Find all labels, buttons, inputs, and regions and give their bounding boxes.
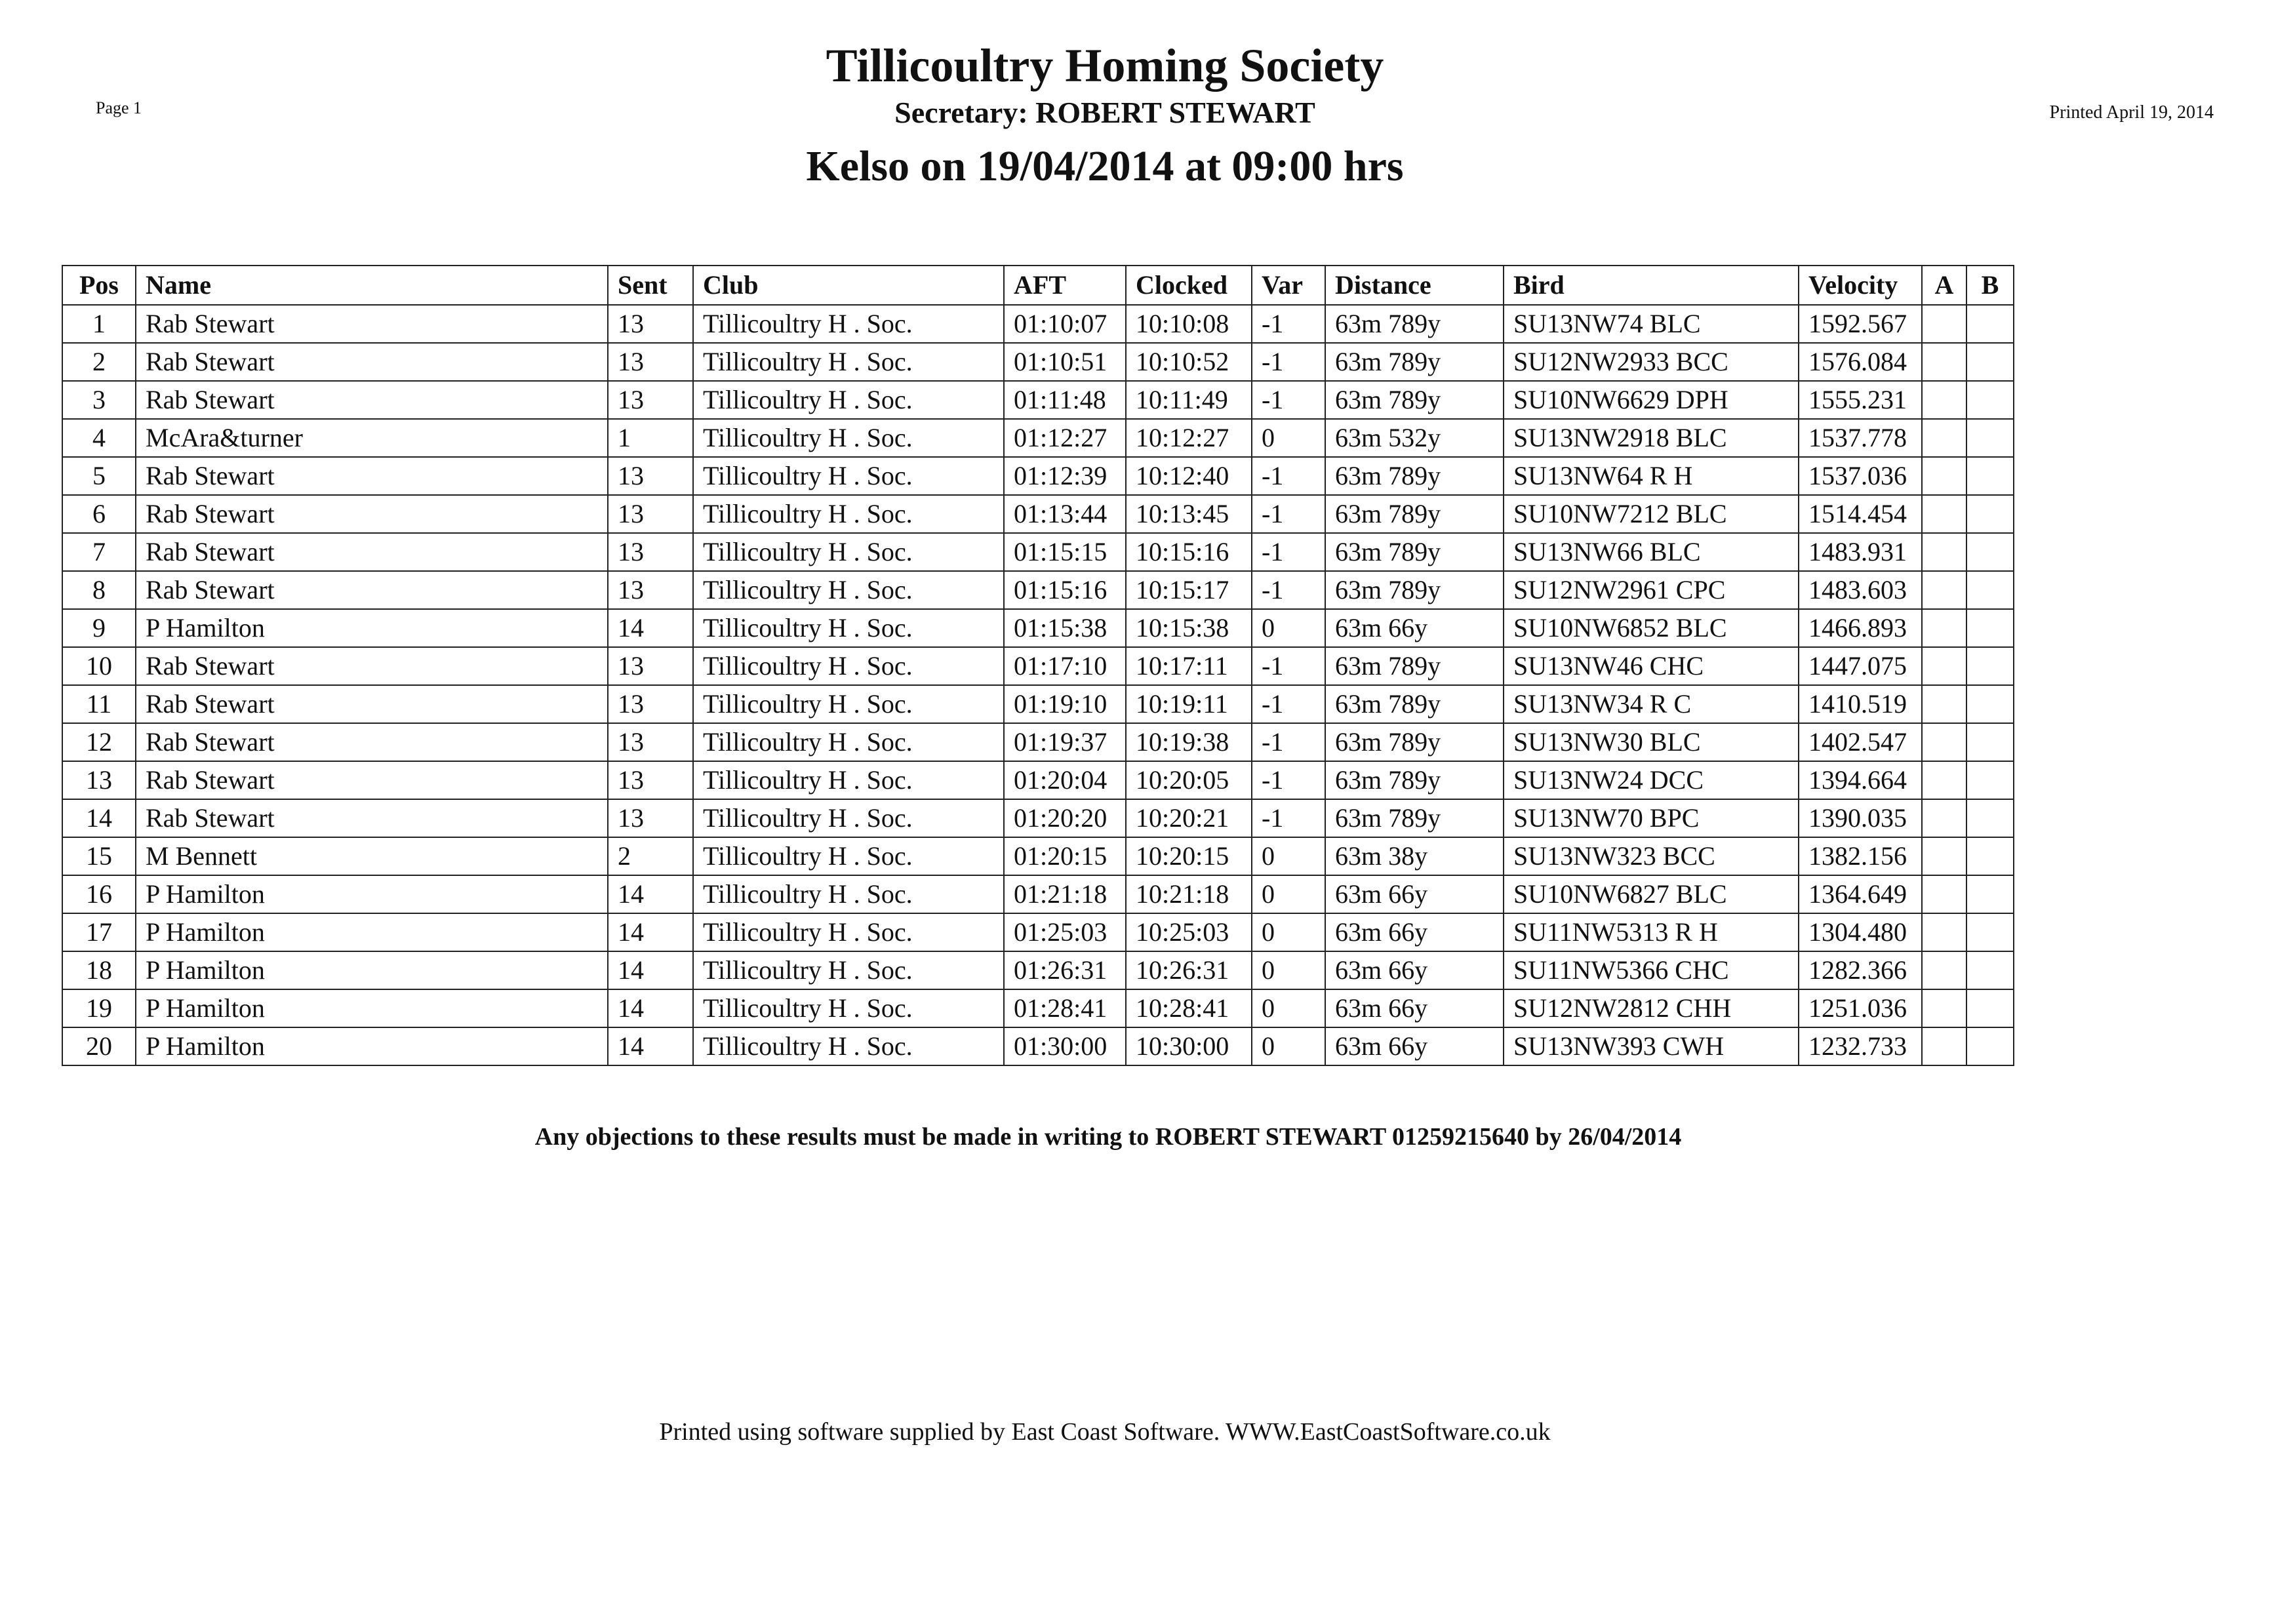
table-row (62, 913, 2014, 951)
table-row (62, 989, 2014, 1027)
cell-var: -1 (1252, 495, 1325, 533)
cell-velocity: 1576.084 (1799, 343, 1922, 381)
cell-aft: 01:10:07 (1004, 305, 1126, 343)
cell-club: Tillicoultry H . Soc. (693, 343, 1004, 381)
table-row (62, 381, 2014, 419)
cell-pos: 15 (62, 837, 136, 875)
cell-var: 0 (1252, 609, 1325, 647)
cell-club: Tillicoultry H . Soc. (693, 799, 1004, 837)
cell-distance: 63m 789y (1325, 799, 1504, 837)
cell-distance: 63m 789y (1325, 305, 1504, 343)
cell-sent: 13 (608, 305, 693, 343)
cell-clocked: 10:10:52 (1126, 343, 1252, 381)
column-header-velocity: Velocity (1799, 266, 1922, 305)
cell-clocked: 10:19:38 (1126, 723, 1252, 761)
cell-clocked: 10:21:18 (1126, 875, 1252, 913)
cell-sent: 14 (608, 1027, 693, 1065)
cell-pos: 12 (62, 723, 136, 761)
cell-sent: 13 (608, 571, 693, 609)
cell-sent: 14 (608, 951, 693, 989)
column-header-bird: Bird (1504, 266, 1799, 305)
cell-club: Tillicoultry H . Soc. (693, 647, 1004, 685)
cell-bird: SU10NW7212 BLC (1504, 495, 1799, 533)
cell-distance: 63m 38y (1325, 837, 1504, 875)
page-number: Page 1 (96, 98, 142, 117)
cell-club: Tillicoultry H . Soc. (693, 381, 1004, 419)
cell-bird: SU13NW24 DCC (1504, 761, 1799, 799)
cell-b (1966, 1027, 2014, 1065)
cell-sent: 13 (608, 381, 693, 419)
cell-sent: 13 (608, 723, 693, 761)
cell-bird: SU13NW34 R C (1504, 685, 1799, 723)
cell-bird: SU13NW70 BPC (1504, 799, 1799, 837)
cell-b (1966, 799, 2014, 837)
column-header-pos: Pos (62, 266, 136, 305)
cell-bird: SU13NW66 BLC (1504, 533, 1799, 571)
cell-a (1922, 723, 1966, 761)
cell-aft: 01:12:27 (1004, 419, 1126, 457)
table-row (62, 837, 2014, 875)
cell-pos: 3 (62, 381, 136, 419)
cell-name: Rab Stewart (136, 647, 608, 685)
printed-date: Printed April 19, 2014 (2049, 102, 2214, 123)
cell-velocity: 1592.567 (1799, 305, 1922, 343)
cell-aft: 01:19:10 (1004, 685, 1126, 723)
cell-name: M Bennett (136, 837, 608, 875)
cell-b (1966, 343, 2014, 381)
cell-b (1966, 837, 2014, 875)
cell-clocked: 10:11:49 (1126, 381, 1252, 419)
cell-aft: 01:21:18 (1004, 875, 1126, 913)
cell-club: Tillicoultry H . Soc. (693, 457, 1004, 495)
cell-club: Tillicoultry H . Soc. (693, 913, 1004, 951)
cell-clocked: 10:19:11 (1126, 685, 1252, 723)
cell-name: Rab Stewart (136, 761, 608, 799)
cell-b (1966, 875, 2014, 913)
cell-a (1922, 381, 1966, 419)
cell-club: Tillicoultry H . Soc. (693, 1027, 1004, 1065)
cell-sent: 14 (608, 609, 693, 647)
column-header-club: Club (693, 266, 1004, 305)
cell-a (1922, 761, 1966, 799)
table-row (62, 647, 2014, 685)
cell-clocked: 10:15:17 (1126, 571, 1252, 609)
column-header-b: B (1966, 266, 2014, 305)
cell-aft: 01:20:15 (1004, 837, 1126, 875)
cell-a (1922, 1027, 1966, 1065)
table-row (62, 1027, 2014, 1065)
cell-aft: 01:26:31 (1004, 951, 1126, 989)
cell-var: -1 (1252, 723, 1325, 761)
table-row (62, 875, 2014, 913)
cell-velocity: 1555.231 (1799, 381, 1922, 419)
cell-a (1922, 647, 1966, 685)
cell-clocked: 10:12:40 (1126, 457, 1252, 495)
cell-var: -1 (1252, 571, 1325, 609)
cell-b (1966, 533, 2014, 571)
cell-a (1922, 305, 1966, 343)
cell-var: 0 (1252, 875, 1325, 913)
cell-velocity: 1537.778 (1799, 419, 1922, 457)
cell-distance: 63m 66y (1325, 875, 1504, 913)
table-row (62, 457, 2014, 495)
cell-aft: 01:30:00 (1004, 1027, 1126, 1065)
cell-bird: SU13NW2918 BLC (1504, 419, 1799, 457)
results-body (62, 305, 2014, 1065)
cell-b (1966, 989, 2014, 1027)
cell-var: -1 (1252, 305, 1325, 343)
cell-name: Rab Stewart (136, 685, 608, 723)
table-row (62, 685, 2014, 723)
society-title: Tillicoultry Homing Society (826, 39, 1384, 92)
table-header-row (62, 266, 2014, 305)
table-row (62, 723, 2014, 761)
cell-sent: 14 (608, 875, 693, 913)
cell-pos: 6 (62, 495, 136, 533)
cell-velocity: 1382.156 (1799, 837, 1922, 875)
column-header-clocked: Clocked (1126, 266, 1252, 305)
cell-aft: 01:19:37 (1004, 723, 1126, 761)
cell-velocity: 1282.366 (1799, 951, 1922, 989)
cell-bird: SU13NW393 CWH (1504, 1027, 1799, 1065)
cell-name: P Hamilton (136, 1027, 608, 1065)
cell-sent: 13 (608, 495, 693, 533)
cell-a (1922, 951, 1966, 989)
cell-pos: 1 (62, 305, 136, 343)
cell-velocity: 1483.931 (1799, 533, 1922, 571)
cell-a (1922, 419, 1966, 457)
cell-club: Tillicoultry H . Soc. (693, 533, 1004, 571)
cell-distance: 63m 66y (1325, 609, 1504, 647)
cell-aft: 01:25:03 (1004, 913, 1126, 951)
cell-var: -1 (1252, 799, 1325, 837)
cell-bird: SU12NW2812 CHH (1504, 989, 1799, 1027)
cell-name: Rab Stewart (136, 343, 608, 381)
cell-clocked: 10:12:27 (1126, 419, 1252, 457)
table-row (62, 799, 2014, 837)
cell-aft: 01:11:48 (1004, 381, 1126, 419)
cell-b (1966, 571, 2014, 609)
cell-a (1922, 495, 1966, 533)
cell-var: -1 (1252, 685, 1325, 723)
cell-name: Rab Stewart (136, 799, 608, 837)
objections-notice: Any objections to these results must be made in writing to ROBERT STEWART 01259215640 by 26/04/2014 (534, 1123, 1682, 1151)
cell-club: Tillicoultry H . Soc. (693, 685, 1004, 723)
cell-a (1922, 609, 1966, 647)
column-header-sent: Sent (608, 266, 693, 305)
cell-name: McAra&turner (136, 419, 608, 457)
cell-var: -1 (1252, 761, 1325, 799)
cell-name: P Hamilton (136, 989, 608, 1027)
cell-sent: 13 (608, 457, 693, 495)
cell-pos: 9 (62, 609, 136, 647)
cell-aft: 01:28:41 (1004, 989, 1126, 1027)
cell-var: -1 (1252, 457, 1325, 495)
cell-clocked: 10:28:41 (1126, 989, 1252, 1027)
report-header (0, 37, 2210, 199)
column-header-name: Name (136, 266, 608, 305)
cell-club: Tillicoultry H . Soc. (693, 305, 1004, 343)
cell-distance: 63m 532y (1325, 419, 1504, 457)
cell-distance: 63m 66y (1325, 913, 1504, 951)
cell-sent: 13 (608, 761, 693, 799)
cell-var: 0 (1252, 951, 1325, 989)
cell-pos: 8 (62, 571, 136, 609)
cell-aft: 01:15:38 (1004, 609, 1126, 647)
cell-clocked: 10:26:31 (1126, 951, 1252, 989)
software-footer: Printed using software supplied by East Coast Software. WWW.EastCoastSoftware.co.uk (659, 1418, 1551, 1446)
cell-name: Rab Stewart (136, 495, 608, 533)
cell-bird: SU10NW6629 DPH (1504, 381, 1799, 419)
cell-b (1966, 305, 2014, 343)
cell-pos: 7 (62, 533, 136, 571)
cell-a (1922, 685, 1966, 723)
cell-b (1966, 419, 2014, 457)
cell-aft: 01:15:16 (1004, 571, 1126, 609)
cell-b (1966, 761, 2014, 799)
cell-a (1922, 913, 1966, 951)
cell-b (1966, 685, 2014, 723)
cell-var: 0 (1252, 1027, 1325, 1065)
cell-distance: 63m 789y (1325, 761, 1504, 799)
table-row (62, 951, 2014, 989)
cell-a (1922, 989, 1966, 1027)
table-row (62, 419, 2014, 457)
cell-name: Rab Stewart (136, 723, 608, 761)
table-row (62, 305, 2014, 343)
cell-aft: 01:20:04 (1004, 761, 1126, 799)
cell-sent: 14 (608, 989, 693, 1027)
cell-pos: 18 (62, 951, 136, 989)
column-header-distance: Distance (1325, 266, 1504, 305)
cell-name: Rab Stewart (136, 533, 608, 571)
cell-bird: SU12NW2961 CPC (1504, 571, 1799, 609)
cell-sent: 2 (608, 837, 693, 875)
cell-club: Tillicoultry H . Soc. (693, 419, 1004, 457)
cell-aft: 01:17:10 (1004, 647, 1126, 685)
cell-velocity: 1394.664 (1799, 761, 1922, 799)
cell-velocity: 1304.480 (1799, 913, 1922, 951)
cell-b (1966, 609, 2014, 647)
cell-bird: SU13NW323 BCC (1504, 837, 1799, 875)
results-table (62, 265, 2014, 1066)
cell-sent: 13 (608, 685, 693, 723)
cell-velocity: 1514.454 (1799, 495, 1922, 533)
cell-name: Rab Stewart (136, 457, 608, 495)
cell-clocked: 10:15:16 (1126, 533, 1252, 571)
cell-a (1922, 875, 1966, 913)
cell-var: 0 (1252, 837, 1325, 875)
cell-bird: SU11NW5313 R H (1504, 913, 1799, 951)
cell-var: -1 (1252, 381, 1325, 419)
cell-pos: 16 (62, 875, 136, 913)
cell-pos: 20 (62, 1027, 136, 1065)
cell-sent: 13 (608, 799, 693, 837)
cell-pos: 19 (62, 989, 136, 1027)
cell-a (1922, 343, 1966, 381)
cell-velocity: 1364.649 (1799, 875, 1922, 913)
cell-velocity: 1402.547 (1799, 723, 1922, 761)
cell-aft: 01:20:20 (1004, 799, 1126, 837)
table-row (62, 495, 2014, 533)
column-header-var: Var (1252, 266, 1325, 305)
cell-velocity: 1537.036 (1799, 457, 1922, 495)
cell-name: P Hamilton (136, 913, 608, 951)
cell-clocked: 10:30:00 (1126, 1027, 1252, 1065)
cell-distance: 63m 789y (1325, 723, 1504, 761)
cell-aft: 01:12:39 (1004, 457, 1126, 495)
cell-distance: 63m 66y (1325, 989, 1504, 1027)
cell-club: Tillicoultry H . Soc. (693, 495, 1004, 533)
cell-aft: 01:10:51 (1004, 343, 1126, 381)
cell-bird: SU10NW6852 BLC (1504, 609, 1799, 647)
cell-distance: 63m 789y (1325, 571, 1504, 609)
cell-pos: 4 (62, 419, 136, 457)
cell-velocity: 1390.035 (1799, 799, 1922, 837)
cell-name: P Hamilton (136, 609, 608, 647)
cell-distance: 63m 66y (1325, 951, 1504, 989)
cell-bird: SU13NW74 BLC (1504, 305, 1799, 343)
cell-distance: 63m 789y (1325, 457, 1504, 495)
cell-a (1922, 799, 1966, 837)
cell-var: 0 (1252, 913, 1325, 951)
cell-velocity: 1447.075 (1799, 647, 1922, 685)
cell-sent: 14 (608, 913, 693, 951)
cell-clocked: 10:25:03 (1126, 913, 1252, 951)
cell-club: Tillicoultry H . Soc. (693, 989, 1004, 1027)
cell-clocked: 10:13:45 (1126, 495, 1252, 533)
secretary-line: Secretary: ROBERT STEWART (894, 96, 1315, 129)
cell-bird: SU13NW64 R H (1504, 457, 1799, 495)
cell-club: Tillicoultry H . Soc. (693, 837, 1004, 875)
table-row (62, 609, 2014, 647)
cell-club: Tillicoultry H . Soc. (693, 761, 1004, 799)
cell-var: -1 (1252, 647, 1325, 685)
cell-var: 0 (1252, 419, 1325, 457)
cell-var: -1 (1252, 533, 1325, 571)
cell-club: Tillicoultry H . Soc. (693, 723, 1004, 761)
cell-distance: 63m 66y (1325, 1027, 1504, 1065)
cell-clocked: 10:15:38 (1126, 609, 1252, 647)
cell-pos: 10 (62, 647, 136, 685)
cell-b (1966, 913, 2014, 951)
cell-bird: SU13NW30 BLC (1504, 723, 1799, 761)
cell-clocked: 10:10:08 (1126, 305, 1252, 343)
cell-velocity: 1466.893 (1799, 609, 1922, 647)
cell-sent: 13 (608, 533, 693, 571)
cell-pos: 17 (62, 913, 136, 951)
cell-bird: SU10NW6827 BLC (1504, 875, 1799, 913)
cell-sent: 13 (608, 647, 693, 685)
cell-velocity: 1483.603 (1799, 571, 1922, 609)
cell-distance: 63m 789y (1325, 343, 1504, 381)
table-row (62, 533, 2014, 571)
cell-a (1922, 457, 1966, 495)
cell-clocked: 10:17:11 (1126, 647, 1252, 685)
cell-pos: 5 (62, 457, 136, 495)
cell-b (1966, 495, 2014, 533)
cell-velocity: 1251.036 (1799, 989, 1922, 1027)
cell-sent: 1 (608, 419, 693, 457)
cell-name: Rab Stewart (136, 305, 608, 343)
cell-b (1966, 381, 2014, 419)
cell-a (1922, 571, 1966, 609)
table-row (62, 571, 2014, 609)
column-header-aft: AFT (1004, 266, 1126, 305)
cell-aft: 01:15:15 (1004, 533, 1126, 571)
cell-pos: 14 (62, 799, 136, 837)
cell-distance: 63m 789y (1325, 685, 1504, 723)
race-title: Kelso on 19/04/2014 at 09:00 hrs (806, 142, 1404, 190)
cell-name: P Hamilton (136, 875, 608, 913)
cell-club: Tillicoultry H . Soc. (693, 571, 1004, 609)
cell-club: Tillicoultry H . Soc. (693, 609, 1004, 647)
cell-distance: 63m 789y (1325, 381, 1504, 419)
cell-velocity: 1410.519 (1799, 685, 1922, 723)
cell-pos: 2 (62, 343, 136, 381)
cell-aft: 01:13:44 (1004, 495, 1126, 533)
cell-bird: SU12NW2933 BCC (1504, 343, 1799, 381)
cell-pos: 13 (62, 761, 136, 799)
cell-pos: 11 (62, 685, 136, 723)
cell-name: Rab Stewart (136, 571, 608, 609)
cell-clocked: 10:20:05 (1126, 761, 1252, 799)
table-row (62, 343, 2014, 381)
column-header-a: A (1922, 266, 1966, 305)
cell-b (1966, 647, 2014, 685)
cell-b (1966, 723, 2014, 761)
cell-b (1966, 457, 2014, 495)
cell-velocity: 1232.733 (1799, 1027, 1922, 1065)
cell-club: Tillicoultry H . Soc. (693, 875, 1004, 913)
cell-distance: 63m 789y (1325, 647, 1504, 685)
cell-b (1966, 951, 2014, 989)
cell-distance: 63m 789y (1325, 495, 1504, 533)
cell-var: 0 (1252, 989, 1325, 1027)
table-row (62, 761, 2014, 799)
cell-sent: 13 (608, 343, 693, 381)
cell-clocked: 10:20:15 (1126, 837, 1252, 875)
cell-bird: SU13NW46 CHC (1504, 647, 1799, 685)
cell-name: P Hamilton (136, 951, 608, 989)
cell-a (1922, 533, 1966, 571)
cell-distance: 63m 789y (1325, 533, 1504, 571)
cell-var: -1 (1252, 343, 1325, 381)
cell-a (1922, 837, 1966, 875)
cell-bird: SU11NW5366 CHC (1504, 951, 1799, 989)
cell-club: Tillicoultry H . Soc. (693, 951, 1004, 989)
cell-name: Rab Stewart (136, 381, 608, 419)
cell-clocked: 10:20:21 (1126, 799, 1252, 837)
